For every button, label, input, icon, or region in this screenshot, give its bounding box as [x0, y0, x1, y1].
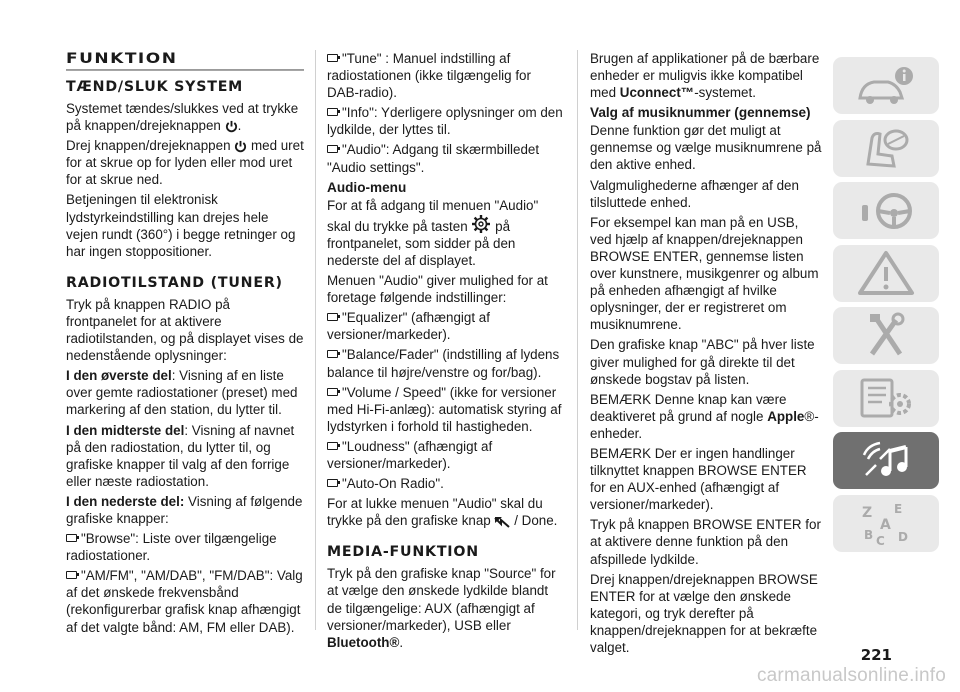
list-item: "Info": Yderligere oplysninger om den lydkilde, der lyttes til.	[327, 105, 563, 138]
paragraph: For at lukke menuen "Audio" skal du trykke på den grafiske knap / Done.	[327, 496, 558, 529]
paragraph: Betjeningen til elektronisk lydstyrkeindstilling kan drejes hele vejen rundt (360°) i begge retninger og har ingen stoppositioner.	[66, 192, 296, 259]
paragraph: BEMÆRK Der er ingen handlinger tilknyttet knappen BROWSE ENTER for en AUX-enhed (afhængigt af versioner/markeder).	[590, 445, 807, 513]
steering-wheel-icon	[854, 187, 918, 235]
svg-text:A: A	[880, 517, 891, 533]
bullet-icon	[66, 534, 77, 542]
power-icon	[225, 120, 238, 133]
bullet-icon	[327, 350, 338, 358]
bullet-icon	[327, 442, 338, 450]
list-item: "Browse": Liste over tilgængelige radiostationer.	[66, 531, 277, 564]
paragraph: For eksempel kan man på en USB, ved hjælp af knappen/drejeknappen BROWSE ENTER, gennemse listen over kunstnere, musikgenrer og album på enheden afhængigt af hvilke oplysninger, der er registreret om musiknumrene.	[590, 214, 819, 333]
svg-text:D: D	[898, 530, 908, 544]
section-title: FUNKTION	[66, 50, 304, 70]
heading-power: TÆND/SLUK SYSTEM	[66, 79, 244, 95]
paragraph: Tryk på knappen RADIO på frontpanelet for at aktivere radiotilstanden, og på displayet vises de nedenstående oplysninger:	[66, 296, 304, 364]
heading-radio: RADIOTILSTAND (TUNER)	[66, 274, 283, 291]
tab-driving[interactable]	[833, 182, 939, 239]
tab-car-info[interactable]	[833, 57, 939, 114]
specs-gear-icon	[854, 374, 918, 422]
list-item: "Equalizer" (afhængigt af versioner/markeder).	[327, 310, 490, 343]
multimedia-icon	[854, 437, 918, 485]
tab-index[interactable]	[833, 495, 939, 552]
bullet-icon	[327, 54, 338, 62]
paragraph: I den øverste del: Visning af en liste over gemte radiostationer (preset) med markering af den station, du lytter til.	[66, 368, 298, 418]
paragraph: Tryk på den grafiske knap "Source" for at vælge den ønskede lydkilde blandt de tilgængelige: AUX (afhængigt af versioner/markeder), USB eller Bluetooth®.	[327, 566, 556, 650]
paragraph: Valgmulighederne afhænger af den tilsluttede enhed.	[590, 177, 799, 210]
paragraph: Systemet tændes/slukkes ved at trykke på knappen/drejeknappen .	[66, 101, 299, 134]
column-divider	[577, 50, 578, 630]
tab-safety[interactable]	[833, 120, 939, 177]
airbag-seat-icon	[854, 124, 918, 172]
paragraph: Menuen "Audio" giver mulighed for at foretage følgende indstillinger:	[327, 273, 548, 306]
tab-emergency[interactable]	[833, 245, 939, 302]
bullet-icon	[327, 145, 338, 153]
tab-maintenance[interactable]	[833, 307, 939, 364]
column-3	[590, 50, 823, 659]
paragraph: Den grafiske knap "ABC" på hver liste giver mulighed for gå direkte til det ønskede bogstav på listen.	[590, 337, 815, 387]
column-2	[327, 50, 563, 654]
paragraph: Brugen af applikationer på de bærbare enheder er muligvis ikke kompatibel med Uconnect™-systemet.	[590, 51, 820, 101]
bullet-icon	[327, 108, 338, 116]
chapter-sidebar	[833, 57, 939, 557]
paragraph: Tryk på knappen BROWSE ENTER for at aktivere denne funktion på den afspillede lydkilde.	[590, 517, 821, 567]
svg-text:B: B	[864, 528, 874, 542]
heading-audio-menu: Audio-menu	[327, 179, 407, 195]
paragraph: BEMÆRK Denne knap kan være deaktiveret på grund af nogle Apple®-enheder.	[590, 391, 819, 441]
svg-text:Z: Z	[862, 505, 873, 521]
paragraph: I den nederste del: Visning af følgende grafiske knapper:	[66, 493, 303, 526]
paragraph: Drej knappen/drejeknappen BROWSE ENTER for at vælge den ønskede kategori, og tryk derefter på knappen/drejeknappen for at bekræfte valget.	[590, 571, 818, 655]
tab-specs[interactable]	[833, 370, 939, 427]
watermark: carmanualsonline.info	[756, 665, 946, 686]
list-item: "Volume / Speed" (ikke for versioner med Hi-Fi-anlæg): automatisk styring af lydstyrken i forhold til hastigheden.	[327, 384, 562, 434]
bullet-icon	[327, 479, 338, 487]
column-1	[66, 50, 304, 639]
page-number: 221	[860, 646, 892, 664]
index-letters-icon	[854, 499, 918, 547]
heading-track-select: Valg af musiknummer (gennemse)	[590, 105, 811, 121]
paragraph: Denne funktion gør det muligt at gennemse og vælge musiknumrene på den aktive enhed.	[590, 123, 822, 173]
heading-media: MEDIA-FUNKTION	[327, 544, 479, 561]
list-item: "Loudness" (afhængigt af versioner/markeder).	[327, 438, 493, 471]
back-arrow-icon	[494, 516, 510, 528]
power-icon	[234, 140, 247, 153]
bullet-icon	[327, 313, 338, 321]
tools-icon	[854, 312, 918, 360]
bullet-icon	[327, 388, 338, 396]
list-item: "Auto-On Radio".	[327, 475, 563, 492]
settings-gear-icon	[471, 214, 491, 234]
car-info-icon	[854, 62, 918, 110]
paragraph: I den midterste del: Visning af navnet på den radiostation, du lytter til, og grafiske knapper til valg af den forrige eller næste radiostation.	[66, 422, 295, 489]
column-divider	[315, 50, 316, 630]
svg-text:C: C	[876, 534, 885, 547]
paragraph: Drej knappen/drejeknappen med uret for at skrue op for lyden eller mod uret for at skrue ned.	[66, 138, 304, 188]
bullet-icon	[66, 571, 77, 579]
warning-triangle-icon	[854, 249, 918, 297]
paragraph: For at få adgang til menuen "Audio" skal du trykke på tasten på frontpanelet, som sidder på den nederste del af displayet.	[327, 197, 539, 268]
list-item: "AM/FM", "AM/DAB", "FM/DAB": Valg af det ønskede frekvensbånd (rekonfigurerbar grafisk knap afhængigt af det valgte bånd: AM, FM eller DAB).	[66, 568, 303, 635]
tab-multimedia[interactable]	[833, 432, 939, 489]
svg-text:E: E	[894, 502, 903, 516]
list-item: "Tune" : Manuel indstilling af radiostationen (ikke tilgængelig for DAB-radio).	[327, 51, 531, 101]
list-item: "Audio": Adgang til skærmbilledet "Audio settings".	[327, 142, 540, 175]
list-item: "Balance/Fader" (indstilling af lydens balance til højre/venstre og for/bag).	[327, 347, 560, 380]
